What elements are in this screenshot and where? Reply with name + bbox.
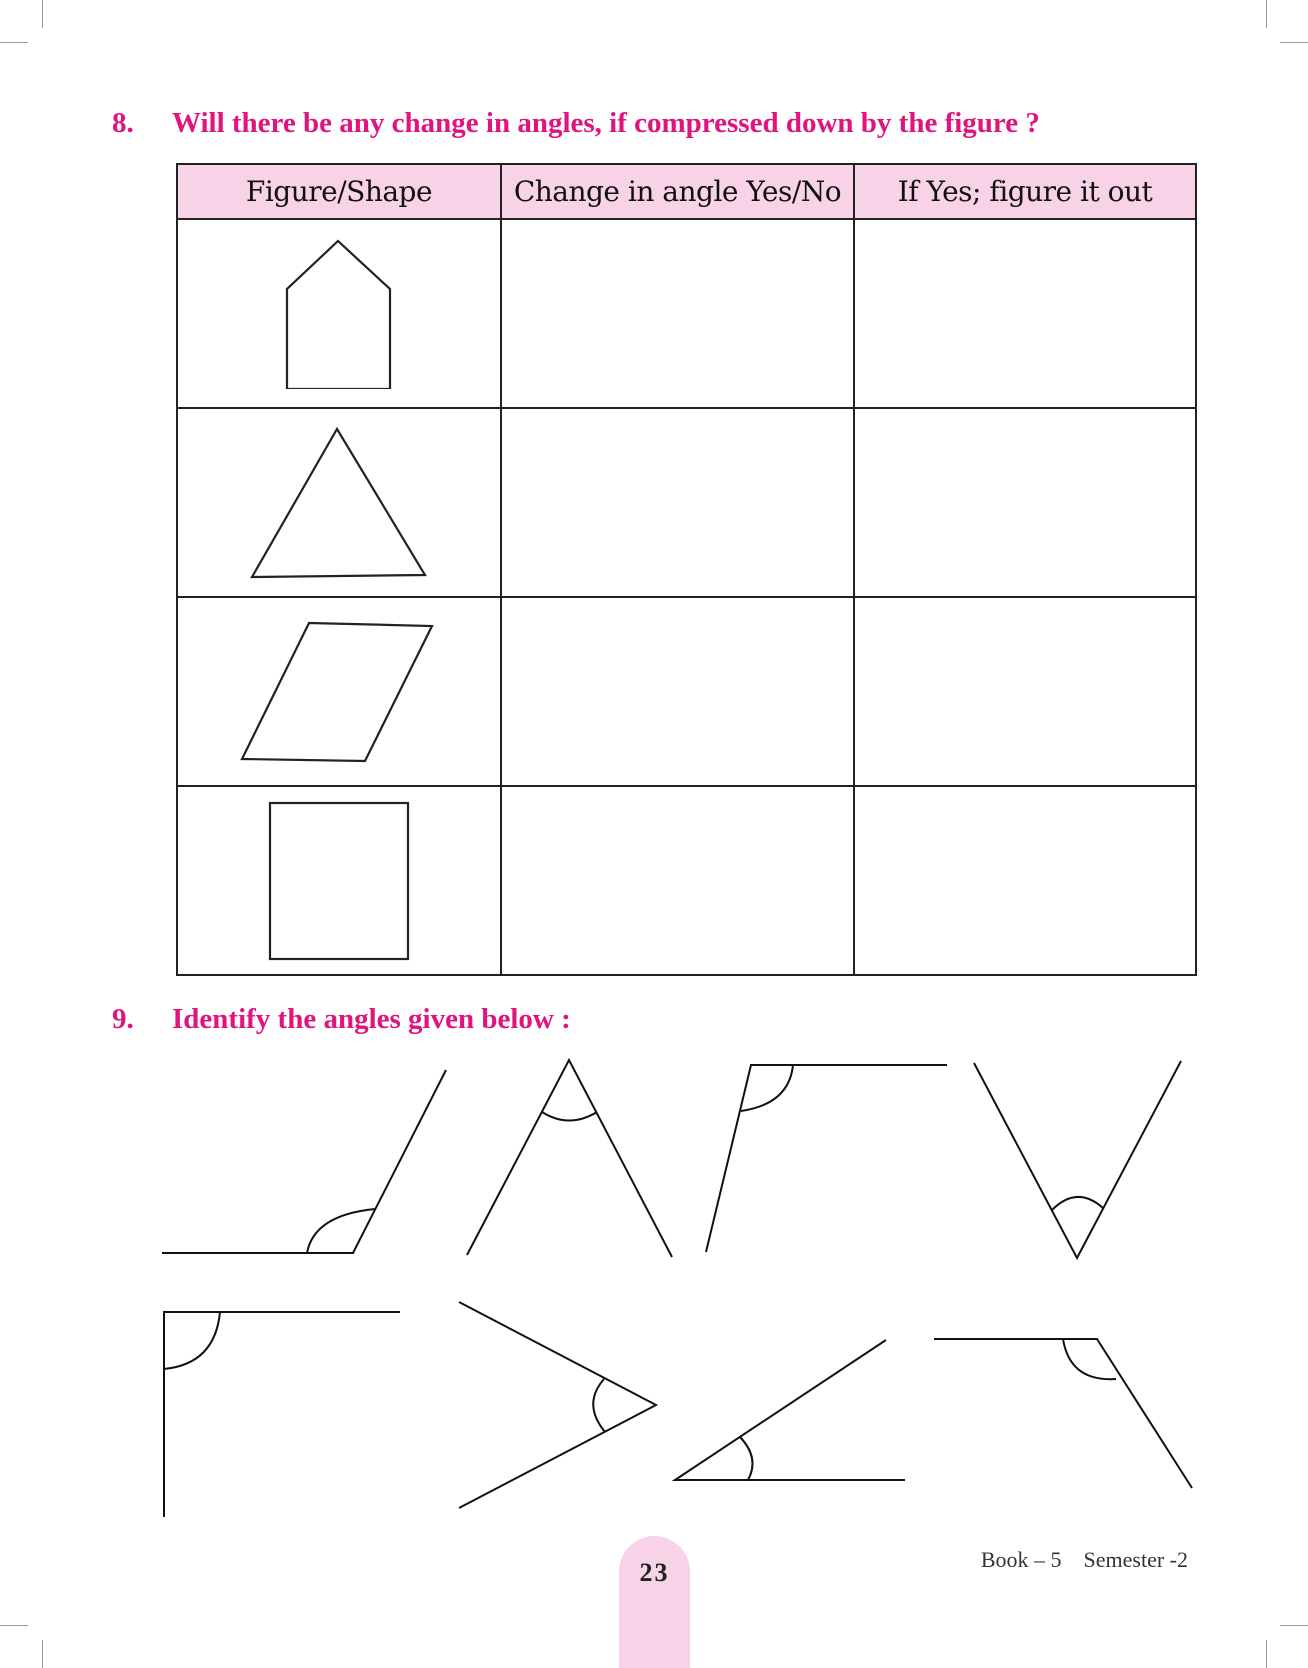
semester-label: Semester -2	[1083, 1547, 1188, 1572]
question-8-number: 8.	[112, 107, 134, 139]
acute-angle-figure	[467, 1060, 672, 1257]
acute-angle-figure	[974, 1061, 1181, 1258]
acute-angle-figure	[706, 1065, 947, 1252]
header-figure-shape: Figure/Shape	[177, 164, 501, 219]
book-semester-label	[981, 1547, 1188, 1573]
book-label: Book – 5	[980, 1547, 1062, 1572]
question-8-text: Will there be any change in angles, if compressed down by the figure ?	[172, 107, 1040, 139]
obtuse-angle-figure	[162, 1070, 446, 1253]
header-change-in-angle: Change in angle Yes/No	[501, 164, 854, 219]
acute-angle-figure	[675, 1340, 905, 1480]
page-number: 23	[639, 1558, 670, 1587]
header-figure-it-out: If Yes; figure it out	[854, 164, 1196, 219]
question-9-text: Identify the angles given below :	[172, 1003, 571, 1035]
obtuse-angle-figure	[934, 1339, 1192, 1488]
question-9-number: 9.	[112, 1003, 134, 1035]
acute-angle-figure	[459, 1302, 656, 1508]
right-angle-figure	[164, 1312, 400, 1517]
page-number-tab	[619, 1536, 690, 1668]
